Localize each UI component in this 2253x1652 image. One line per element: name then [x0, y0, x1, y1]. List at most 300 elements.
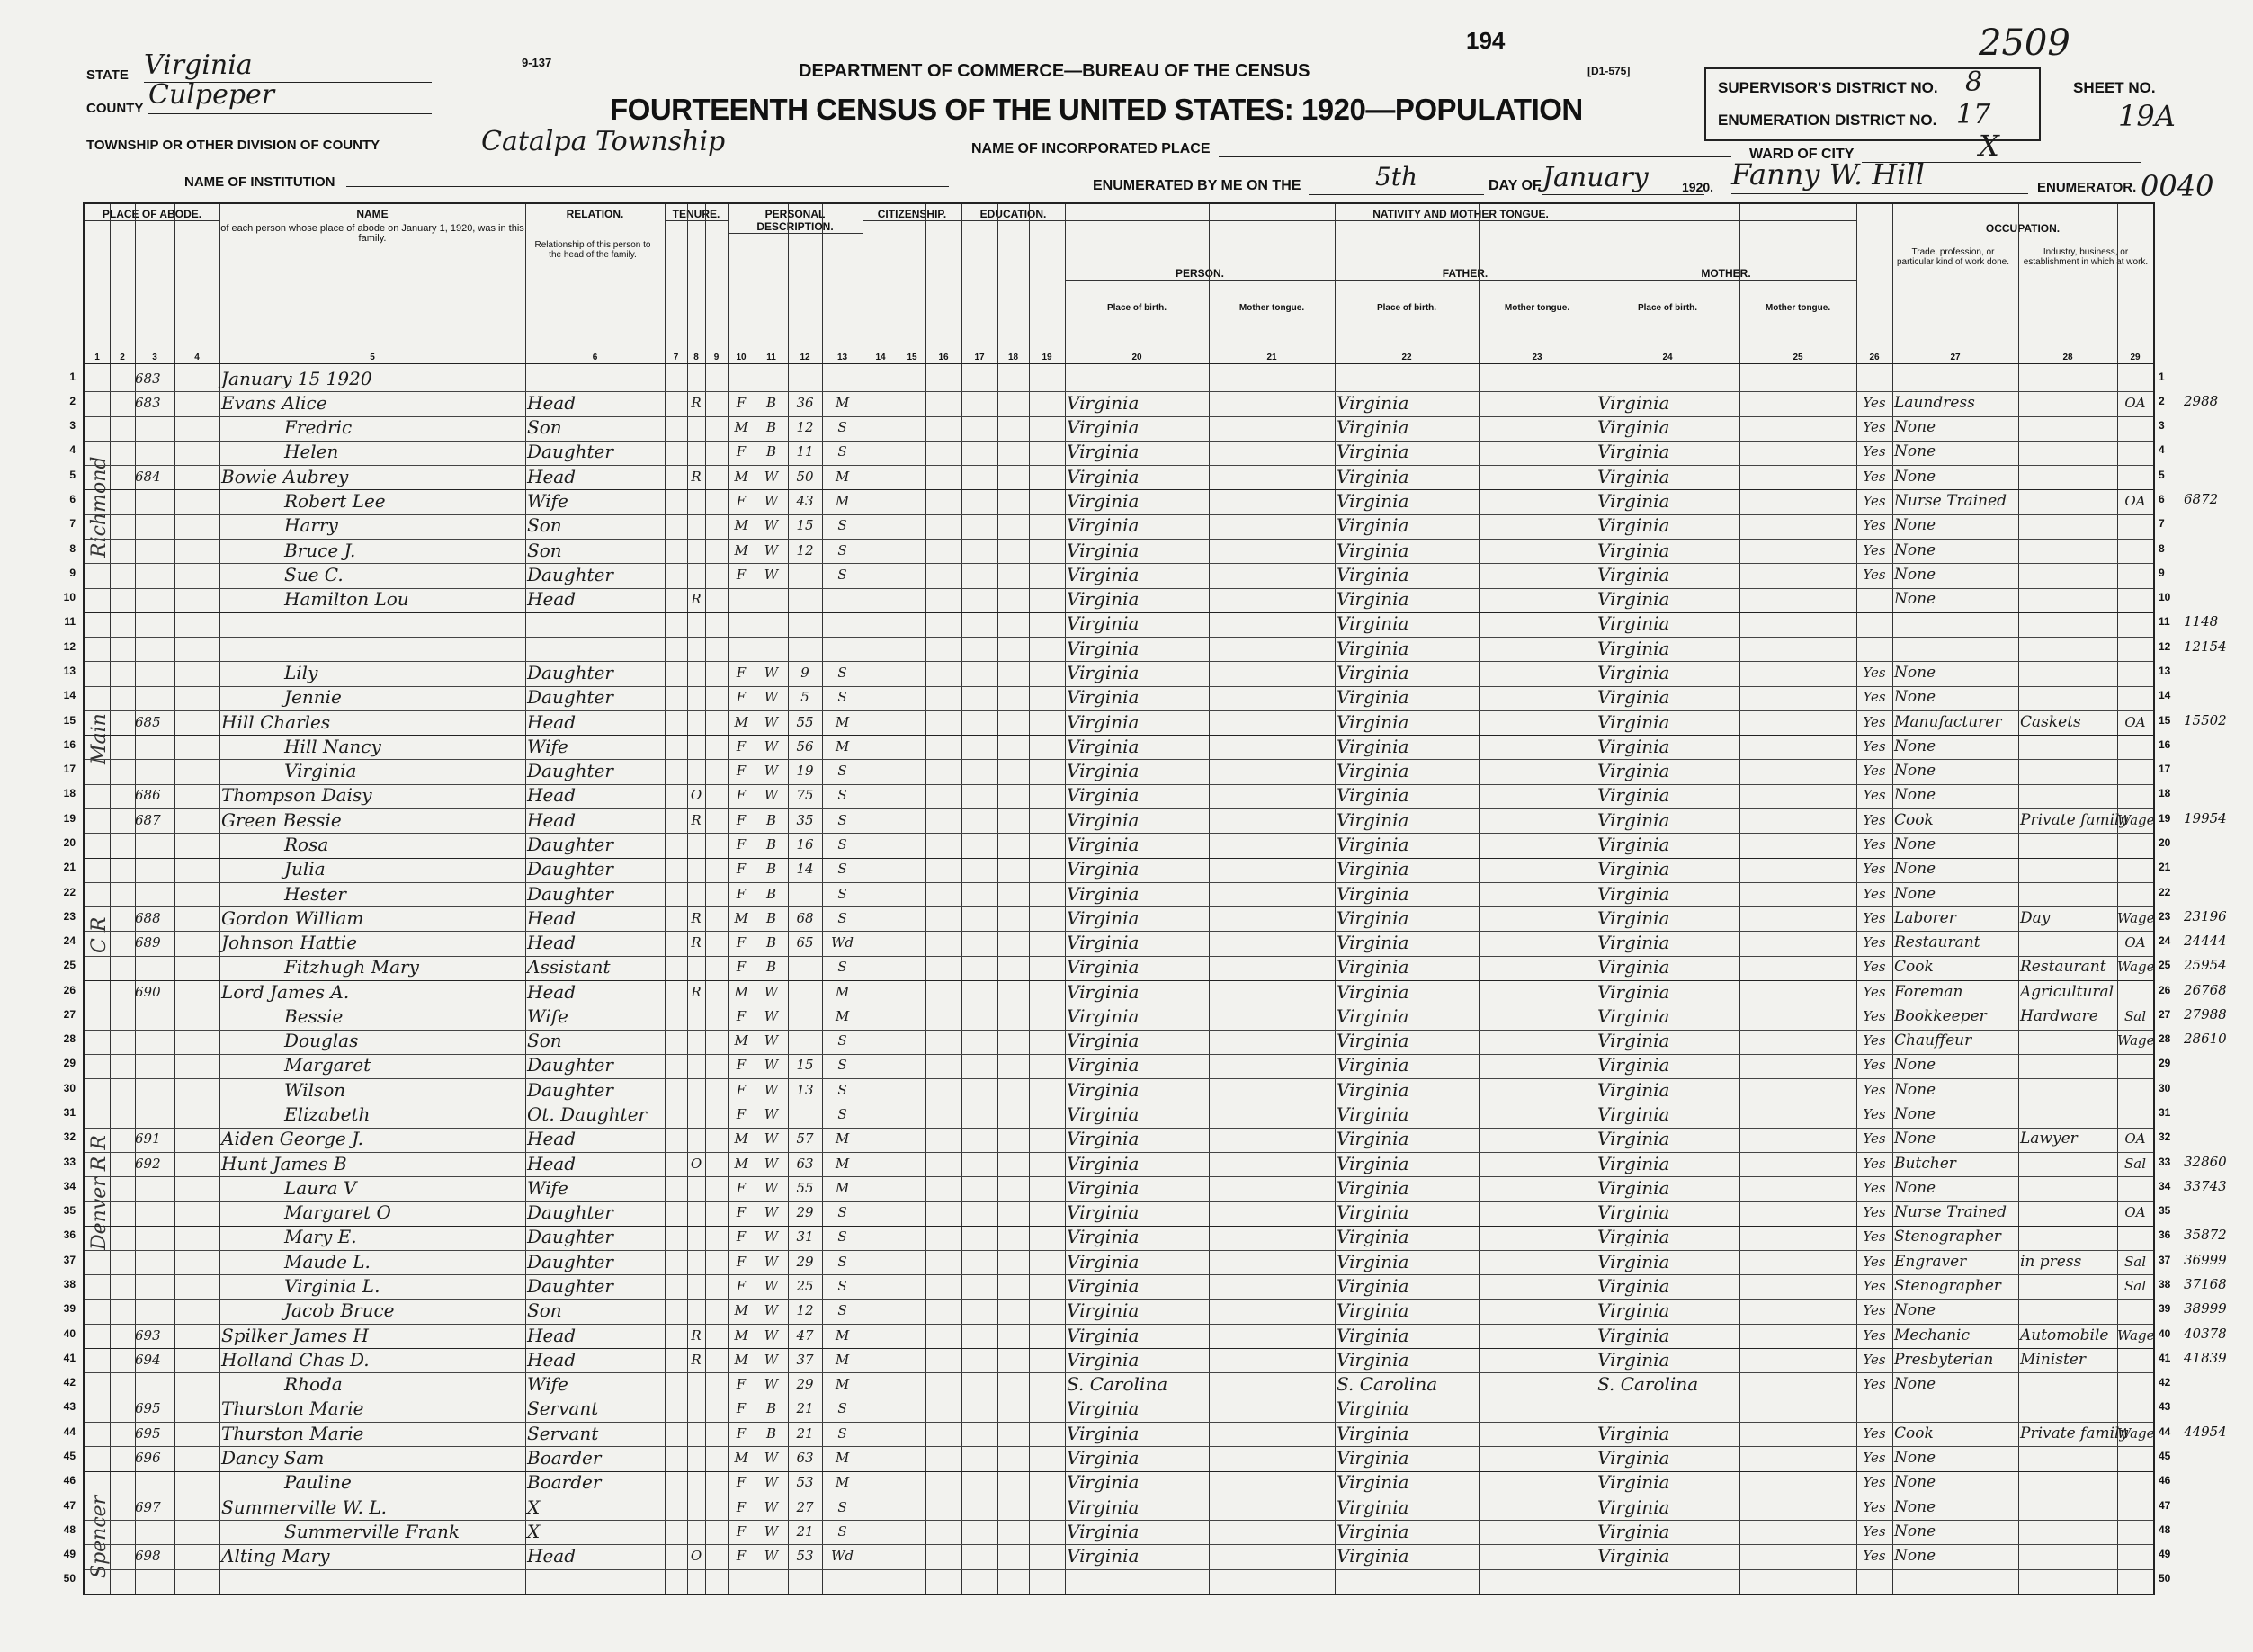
person-name: Aiden George J.: [221, 1128, 363, 1150]
table-row: [85, 735, 2153, 759]
marital-status: S: [837, 419, 847, 436]
line-number-right: 7: [2159, 517, 2165, 531]
race: W: [764, 1057, 779, 1074]
relation: Head: [527, 1128, 577, 1150]
mother-birthplace: Virginia: [1597, 1275, 1670, 1297]
table-row: [85, 661, 2153, 685]
marital-status: M: [835, 1376, 850, 1393]
mother-birthplace: Virginia: [1597, 662, 1670, 683]
marital-status: S: [837, 1278, 847, 1294]
table-row: [85, 1398, 2153, 1422]
birthplace: Virginia: [1067, 1520, 1140, 1542]
line-number-right: 30: [2159, 1081, 2171, 1094]
speaks-english: Yes: [1863, 1523, 1886, 1540]
race: W: [764, 689, 779, 706]
person-name: Bessie: [284, 1005, 344, 1027]
person-name: Bowie Aubrey: [221, 465, 349, 487]
sex: M: [734, 909, 748, 926]
speaks-english: Yes: [1863, 665, 1886, 681]
age: 37: [796, 1351, 814, 1368]
line-number-right: 45: [2159, 1449, 2171, 1462]
father-birthplace: Virginia: [1337, 1226, 1409, 1248]
marital-status: S: [837, 1424, 847, 1442]
occupation: None: [1894, 664, 1936, 682]
father-birthplace: Virginia: [1337, 833, 1409, 855]
column-number: 1: [94, 353, 100, 362]
sex: M: [734, 983, 748, 1000]
marital-status: M: [835, 983, 850, 1000]
birthplace: Virginia: [1067, 956, 1140, 978]
line-number-right: 41: [2159, 1351, 2171, 1364]
class-of-worker: Wage: [2117, 1032, 2155, 1049]
occupation-code: 40378: [2184, 1325, 2227, 1342]
marital-status: S: [837, 1081, 847, 1098]
speaks-english: Yes: [1863, 1032, 1886, 1049]
line-number-right: 32: [2159, 1130, 2171, 1144]
class-of-worker: Wage: [2117, 959, 2155, 976]
birthplace: Virginia: [1067, 1446, 1140, 1469]
speaks-english: Yes: [1863, 737, 1886, 755]
trade-head: Trade, profession, or particular kind of work done.: [1896, 247, 2010, 267]
relation: Wife: [527, 1005, 568, 1027]
age: 50: [796, 468, 814, 485]
mother-birthplace: Virginia: [1597, 1078, 1670, 1101]
occupation: None: [1894, 1522, 1936, 1540]
father-birthplace: Virginia: [1337, 932, 1409, 954]
birthplace: Virginia: [1067, 1226, 1140, 1248]
relation: Head: [527, 1324, 577, 1346]
industry: Hardware: [2020, 1006, 2098, 1025]
marital-status: M: [835, 737, 850, 755]
relation: Daughter: [527, 882, 613, 905]
table-row: [85, 1446, 2153, 1470]
relation: X: [527, 1520, 541, 1542]
race: B: [765, 419, 777, 436]
relation-description: Relationship of this person to the head of the family.: [534, 240, 651, 260]
sex: F: [736, 1007, 747, 1024]
industry: Lawyer: [2020, 1130, 2078, 1148]
line-number: 18: [63, 787, 76, 800]
father-birthplace: Virginia: [1337, 808, 1409, 831]
speaks-english: Yes: [1863, 959, 1886, 976]
mother-birthplace: Virginia: [1597, 1030, 1670, 1052]
group-name: NAME: [356, 208, 389, 220]
line-number-right: 17: [2159, 763, 2171, 776]
house-number: 683: [135, 370, 161, 387]
person-name: Douglas: [284, 1030, 359, 1052]
line-number: 43: [63, 1400, 76, 1414]
speaks-english: Yes: [1863, 468, 1886, 485]
house-number: 686: [135, 787, 161, 804]
age: 13: [796, 1081, 814, 1098]
birthplace: S. Carolina: [1067, 1373, 1168, 1396]
occupation: None: [1894, 516, 1936, 535]
father-birthplace: Virginia: [1337, 1299, 1409, 1322]
occupation: None: [1894, 762, 1936, 781]
county-value: Culpeper: [148, 79, 432, 114]
mother-birthplace: Virginia: [1597, 1054, 1670, 1076]
table-row: [85, 1226, 2153, 1250]
father-birthplace: Virginia: [1337, 906, 1409, 929]
enumerator-label: ENUMERATOR.: [2037, 180, 2137, 195]
father-birthplace: Virginia: [1337, 1152, 1409, 1174]
person-name: Virginia: [284, 760, 357, 782]
census-table: [83, 202, 2155, 1595]
class-of-worker: Wage: [2117, 811, 2155, 828]
class-of-worker: OA: [2124, 394, 2146, 411]
marital-status: M: [835, 1130, 850, 1147]
table-row: [85, 514, 2153, 539]
father-birthplace: Virginia: [1337, 391, 1409, 414]
column-number: 23: [1532, 353, 1542, 362]
enumeration-district-label: ENUMERATION DISTRICT NO.: [1718, 112, 1937, 129]
class-of-worker: OA: [2124, 934, 2146, 951]
race: W: [764, 737, 779, 755]
occupation: Nurse Trained: [1894, 492, 2007, 511]
mother-birthplace: Virginia: [1597, 1446, 1670, 1469]
line-number: 42: [63, 1376, 76, 1389]
column-number: 5: [370, 353, 375, 362]
class-of-worker: OA: [2124, 493, 2146, 510]
line-number-right: 10: [2159, 591, 2171, 604]
table-row: [85, 1128, 2153, 1152]
person-name: Maude L.: [284, 1250, 371, 1272]
mother-birthplace: Virginia: [1597, 539, 1670, 561]
relation: Assistant: [527, 956, 611, 978]
mother-birthplace: Virginia: [1597, 514, 1670, 537]
person-name: Lily: [284, 662, 318, 683]
table-row: [85, 882, 2153, 906]
birthplace: Virginia: [1067, 882, 1140, 905]
table-row: [85, 784, 2153, 808]
table-row: [85, 588, 2153, 612]
sex: F: [736, 787, 747, 804]
line-number: 44: [63, 1424, 76, 1438]
race: B: [765, 443, 777, 460]
line-number-right: 22: [2159, 885, 2171, 898]
marital-status: M: [835, 1449, 850, 1466]
speaks-english: Yes: [1863, 1302, 1886, 1319]
census-title: FOURTEENTH CENSUS OF THE UNITED STATES: 1920—POPULATION: [610, 93, 1583, 126]
supervisor-district-value: 8: [1965, 67, 1983, 98]
person-name: Margaret O: [284, 1201, 391, 1224]
sex: M: [734, 541, 748, 558]
relation: Head: [527, 906, 577, 929]
mother-birthplace: Virginia: [1597, 1201, 1670, 1224]
birthplace: Virginia: [1067, 833, 1140, 855]
table-row: [85, 489, 2153, 513]
line-number-right: 34: [2159, 1179, 2171, 1192]
house-number: 689: [135, 934, 161, 951]
occupation: None: [1894, 1448, 1936, 1467]
birthplace: Virginia: [1067, 735, 1140, 757]
speaks-english: Yes: [1863, 1007, 1886, 1024]
occupation-code: 41839: [2184, 1349, 2227, 1366]
column-number: 24: [1662, 353, 1673, 362]
father-birthplace: Virginia: [1337, 1496, 1409, 1518]
birthplace: Virginia: [1067, 784, 1140, 807]
mother-birthplace: Virginia: [1597, 1348, 1670, 1371]
relation: Daughter: [527, 662, 613, 683]
speaks-english: Yes: [1863, 1548, 1886, 1565]
line-number-right: 24: [2159, 934, 2171, 948]
race: W: [764, 1204, 779, 1221]
table-row: [85, 1299, 2153, 1324]
race: B: [765, 909, 777, 926]
occupation-code: 35872: [2184, 1227, 2227, 1244]
column-number: 18: [1007, 353, 1019, 362]
father-birthplace: Virginia: [1337, 1078, 1409, 1101]
person-name: Hill Charles: [221, 710, 331, 733]
group-personal: PERSONAL DESCRIPTION.: [728, 208, 863, 234]
sex: F: [736, 394, 747, 411]
industry: Caskets: [2020, 712, 2081, 731]
age: 65: [796, 934, 814, 951]
age: 63: [796, 1449, 814, 1466]
sex: M: [734, 1302, 748, 1319]
line-number: 39: [63, 1302, 76, 1316]
group-father: FATHER.: [1335, 267, 1596, 281]
table-row: [85, 1274, 2153, 1299]
birthplace: Virginia: [1067, 1471, 1140, 1494]
birthplace: Virginia: [1067, 612, 1140, 635]
relation: Daughter: [527, 441, 613, 463]
table-row: [85, 906, 2153, 931]
column-number: 10: [736, 353, 747, 362]
occupation-code: 12154: [2184, 638, 2227, 655]
father-birthplace: Virginia: [1337, 1201, 1409, 1224]
speaks-english: Yes: [1863, 1351, 1886, 1368]
speaks-english: Yes: [1863, 1179, 1886, 1196]
line-number-right: 29: [2159, 1057, 2171, 1070]
table-row: [85, 1569, 2153, 1594]
department-title: DEPARTMENT OF COMMERCE—BUREAU OF THE CENSUS: [799, 61, 1310, 81]
speaks-english: Yes: [1863, 1376, 1886, 1393]
marital-status: M: [835, 1007, 850, 1024]
line-number: 3: [69, 419, 76, 433]
speaks-english: Yes: [1863, 1204, 1886, 1221]
relation: Son: [527, 514, 562, 537]
class-of-worker: Sal: [2123, 1253, 2147, 1270]
person-name: Summerville Frank: [284, 1520, 460, 1542]
line-number: 48: [63, 1523, 76, 1536]
mother-birthplace: Virginia: [1597, 612, 1670, 635]
line-number: 16: [63, 737, 76, 751]
race: W: [764, 1130, 779, 1147]
birthplace: Virginia: [1067, 906, 1140, 929]
sex: F: [736, 861, 747, 878]
line-number: 37: [63, 1253, 76, 1266]
occupation: Laundress: [1894, 393, 1975, 412]
father-mother-tongue-head: Mother tongue.: [1504, 303, 1570, 313]
speaks-english: Yes: [1863, 517, 1886, 534]
race: W: [764, 665, 779, 681]
birthplace: Virginia: [1067, 391, 1140, 414]
line-number: 36: [63, 1228, 76, 1242]
line-number: 46: [63, 1474, 76, 1487]
birthplace: Virginia: [1067, 710, 1140, 733]
relation: Daughter: [527, 686, 613, 709]
column-number: 19: [1042, 353, 1052, 362]
line-number: 32: [63, 1130, 76, 1144]
line-number: 23: [63, 909, 76, 923]
occupation: None: [1894, 1547, 1936, 1566]
occupation: Stenographer: [1894, 1277, 2001, 1295]
group-mother: MOTHER.: [1596, 267, 1856, 281]
sex: F: [736, 1106, 747, 1123]
line-number: 24: [63, 934, 76, 948]
home-owned: R: [691, 983, 702, 1000]
supervisor-district-label: SUPERVISOR'S DISTRICT NO.: [1718, 79, 1938, 96]
line-number-right: 4: [2159, 443, 2165, 457]
relation: Ot. Daughter: [527, 1103, 648, 1126]
line-number: 15: [63, 713, 76, 727]
occupation: None: [1894, 860, 1936, 879]
column-number: 9: [713, 353, 720, 362]
speaks-english: Yes: [1863, 835, 1886, 853]
occupation: None: [1894, 1080, 1936, 1099]
race: W: [764, 566, 779, 583]
mother-birthplace: Virginia: [1597, 882, 1670, 905]
father-birthplace: Virginia: [1337, 710, 1409, 733]
occupation: None: [1894, 1178, 1936, 1197]
race: W: [764, 1523, 779, 1540]
mother-birthplace: Virginia: [1597, 956, 1670, 978]
father-birthplace: Virginia: [1337, 760, 1409, 782]
father-birthplace: Virginia: [1337, 416, 1409, 439]
person-name: Fitzhugh Mary: [284, 956, 419, 978]
person-name: Jennie: [284, 686, 342, 709]
industry: Agricultural: [2020, 982, 2114, 1001]
marital-status: S: [837, 566, 847, 583]
table-row: [85, 637, 2153, 661]
line-number: 35: [63, 1204, 76, 1218]
father-birthplace: Virginia: [1337, 1103, 1409, 1126]
line-number: 26: [63, 983, 76, 996]
table-row: [85, 1496, 2153, 1520]
line-number-right: 36: [2159, 1228, 2171, 1242]
race: W: [764, 787, 779, 804]
speaks-english: Yes: [1863, 763, 1886, 780]
race: B: [765, 811, 777, 828]
speaks-english: Yes: [1863, 983, 1886, 1000]
form-id: [D1-575]: [1587, 65, 1631, 77]
column-number: 8: [693, 353, 699, 362]
race: W: [764, 1032, 779, 1049]
industry-head: Industry, business, or establishment in which at work.: [2023, 247, 2149, 267]
line-number-right: 39: [2159, 1302, 2171, 1316]
age: 21: [796, 1400, 814, 1417]
industry: Day: [2020, 908, 2051, 927]
home-owned: R: [691, 591, 702, 608]
occupation-code: 38999: [2184, 1300, 2227, 1317]
person-name: Thompson Daisy: [221, 784, 372, 807]
relation: Boarder: [527, 1446, 602, 1469]
table-row: [85, 759, 2153, 783]
line-number-right: 49: [2159, 1548, 2171, 1561]
table-row: [85, 367, 2153, 391]
line-number: 41: [63, 1351, 76, 1364]
enumeration-district-value: 17: [1956, 99, 1991, 130]
occupation: None: [1894, 540, 1936, 559]
column-number: 27: [1950, 353, 1961, 362]
margin-word: Main: [88, 713, 111, 764]
mother-birthplace: Virginia: [1597, 1103, 1670, 1126]
relation: Head: [527, 932, 577, 954]
line-number: 17: [63, 763, 76, 776]
person-name: Hill Nancy: [284, 735, 381, 757]
sex: F: [736, 1523, 747, 1540]
line-number-right: 31: [2159, 1106, 2171, 1120]
age: 55: [796, 1179, 814, 1196]
person-name: Hunt James B: [221, 1152, 347, 1174]
father-birthplace: Virginia: [1337, 956, 1409, 978]
home-owned: R: [691, 1351, 702, 1368]
column-number: 16: [938, 353, 949, 362]
ward-value: X: [1979, 129, 1999, 163]
line-number: 28: [63, 1032, 76, 1046]
institution-line: [346, 166, 949, 187]
father-birthplace: Virginia: [1337, 858, 1409, 880]
marital-status: S: [837, 885, 847, 902]
table-row: [85, 710, 2153, 735]
year-label: 1920.: [1682, 180, 1714, 194]
person-name: January 15 1920: [221, 367, 372, 389]
relation: Son: [527, 539, 562, 561]
line-number: 9: [69, 566, 76, 579]
class-of-worker: Sal: [2123, 1155, 2147, 1172]
race: W: [764, 1278, 779, 1294]
table-row: [85, 1030, 2153, 1054]
occupation-code: 23196: [2184, 907, 2227, 924]
column-number: 4: [194, 353, 200, 362]
line-number-right: 42: [2159, 1376, 2171, 1389]
day-value: 5th: [1309, 162, 1484, 195]
age: 29: [796, 1376, 814, 1393]
race: W: [764, 1302, 779, 1319]
relation: Head: [527, 1348, 577, 1371]
mother-birthplace: Virginia: [1597, 1128, 1670, 1150]
day-of-label: DAY OF: [1489, 178, 1542, 193]
mother-birthplace: Virginia: [1597, 760, 1670, 782]
table-row: [85, 563, 2153, 587]
marital-status: S: [837, 959, 847, 976]
class-of-worker: Wage: [2117, 1424, 2155, 1442]
sex: F: [736, 1179, 747, 1196]
house-number: 688: [135, 909, 161, 926]
speaks-english: Yes: [1863, 1449, 1886, 1466]
table-row: [85, 686, 2153, 710]
column-number: 6: [592, 353, 598, 362]
line-number: 12: [63, 639, 76, 653]
marital-status: S: [837, 665, 847, 681]
father-birthplace: Virginia: [1337, 612, 1409, 635]
age: 68: [796, 909, 814, 926]
person-name: Gordon William: [221, 906, 364, 929]
age: 57: [796, 1130, 814, 1147]
birthplace: Virginia: [1067, 1422, 1140, 1444]
mother-birthplace: S. Carolina: [1597, 1373, 1699, 1396]
person-name: Holland Chas D.: [221, 1348, 370, 1371]
house-number: 697: [135, 1498, 161, 1515]
house-number: 693: [135, 1326, 161, 1344]
industry: Minister: [2020, 1350, 2086, 1369]
birthplace: Virginia: [1067, 1496, 1140, 1518]
table-row: [85, 612, 2153, 637]
speaks-english: Yes: [1863, 394, 1886, 411]
speaks-english: Yes: [1863, 1155, 1886, 1172]
race: W: [764, 1253, 779, 1270]
